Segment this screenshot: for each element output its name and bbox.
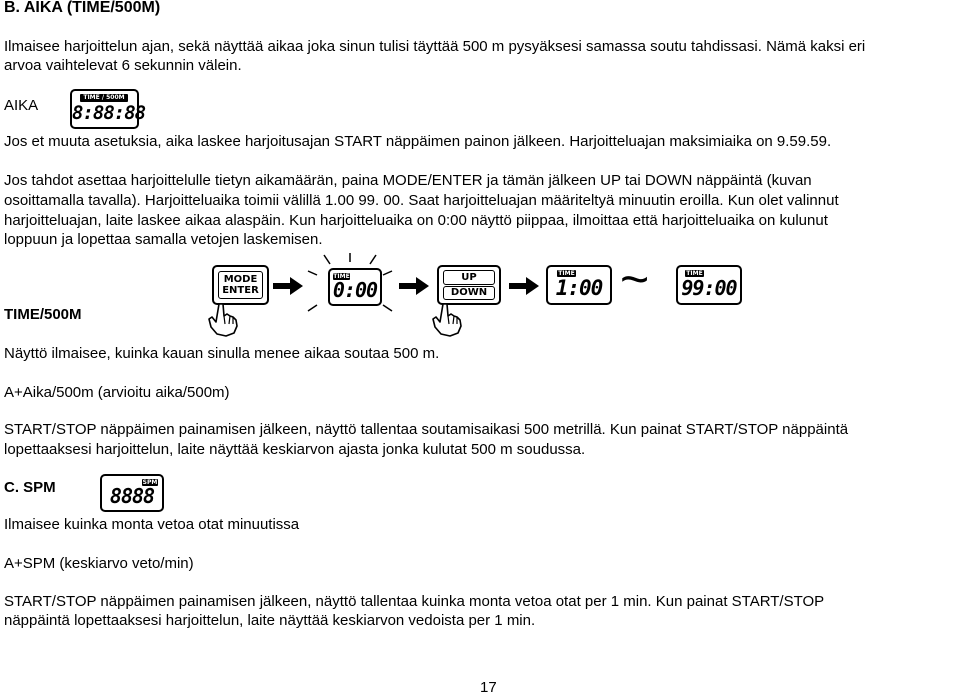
down-label: DOWN — [450, 287, 488, 298]
lcd-time-label: TIME — [558, 270, 575, 277]
pressing-finger-icon — [429, 302, 465, 338]
up-button — [443, 270, 495, 285]
lcd-time500m-label: TIME / 500M — [80, 94, 128, 102]
page-number: 17 — [480, 679, 497, 696]
lcd-time-label: TIME — [333, 273, 350, 280]
time500m-desc: Näyttö ilmaisee, kuinka kauan sinulla menee aikaa soutaa 500 m. — [4, 345, 440, 362]
mode-enter-label — [218, 271, 263, 299]
para2-line-4: loppuun ja lopettaa samalla vetojen laskemisen. — [4, 231, 323, 248]
arrow-right-icon — [398, 275, 430, 297]
avg-spm-label: A+SPM (keskiarvo veto/min) — [4, 555, 194, 572]
para2-line-2: osoittamalla tavalla). Harjoitteluaika toimii välillä 1.00 99. 00. Saat harjoitteluajan määriteltyä minuutin eroilla. Kun olet valinnut — [4, 192, 839, 209]
section-c-heading: C. SPM — [4, 479, 56, 496]
lcd-display-0-00: 0:00 — [332, 278, 378, 302]
startstop2-line-2: näppäintä lopettaaksesi harjoittelun, laite näyttää keskiarvon vedoista per 1 min. — [4, 612, 536, 629]
range-tilde: ~ — [620, 251, 650, 307]
pressing-finger-icon — [205, 302, 241, 338]
lcd-display-one-minute — [546, 265, 612, 305]
lcd-countdown-zero — [328, 268, 382, 306]
avg-time-label: A+Aika/500m (arvioitu aika/500m) — [4, 384, 230, 401]
up-label: UP — [461, 272, 477, 283]
lcd-spm — [100, 474, 164, 512]
lcd-display-99-00: 99:00 — [681, 276, 737, 300]
mode-label: MODE — [223, 274, 258, 285]
enter-label: ENTER — [222, 285, 259, 296]
arrow-right-icon — [508, 275, 540, 297]
down-button — [443, 286, 495, 300]
lcd-time-label: TIME — [686, 270, 703, 277]
startstop1-line-1: START/STOP näppäimen painamisen jälkeen, näyttö tallentaa soutamisaikasi 500 metrillä. Kun painat START/STOP näppäintä — [4, 421, 849, 438]
lcd-display-1-00: 1:00 — [555, 276, 603, 300]
para1: Jos et muuta asetuksia, aika laskee harjoitusajan START näppäimen painon jälkeen. Harjoitteluajan maksimiaika on 9.59.59. — [4, 133, 832, 150]
time500m-heading: TIME/500M — [4, 306, 82, 323]
lcd-display-max — [676, 265, 742, 305]
intro-line-2: arvoa vaihtelevat 6 sekunnin välein. — [4, 57, 242, 74]
section-b-heading: B. AIKA (TIME/500M) — [4, 0, 161, 16]
para2-line-1: Jos tahdot asettaa harjoittelulle tietyn aikamäärän, paina MODE/ENTER ja tämän jälkeen UP tai DOWN näppäintä (kuvan — [4, 172, 812, 189]
lcd-time500m-digits: 8:88:88 — [72, 102, 146, 124]
aika-label: AIKA — [4, 97, 39, 114]
startstop2-line-1: START/STOP näppäimen painamisen jälkeen, näyttö tallentaa kuinka monta vetoa otat per 1 min. Kun painat START/STOP — [4, 593, 825, 610]
startstop1-line-2: lopettaaksesi harjoittelun, laite näyttää keskiarvon ajasta jonka kulutat 500 m soudussa. — [4, 441, 586, 458]
arrow-right-icon — [272, 275, 304, 297]
intro-line-1: Ilmaisee harjoittelun ajan, sekä näyttää aikaa joka sinun tulisi täyttää 500 m pysyäksesi samassa soutu tahdissasi. Nämä kaksi eri — [4, 38, 866, 55]
lcd-spm-digits: 8888 — [109, 484, 155, 508]
lcd-spm-label: SPM — [142, 479, 158, 486]
up-down-buttons — [437, 265, 501, 305]
para2-line-3: harjoitteluajan, laite laskee aikaa alaspäin. Kun harjoitteluaika on 0:00 näyttö piippaa, ilmoittaa että harjoitteluaika on kulunut — [4, 212, 828, 229]
mode-enter-button — [212, 265, 269, 305]
lcd-time500m — [70, 89, 146, 129]
spm-desc: Ilmaisee kuinka monta vetoa otat minuutissa — [4, 516, 300, 533]
